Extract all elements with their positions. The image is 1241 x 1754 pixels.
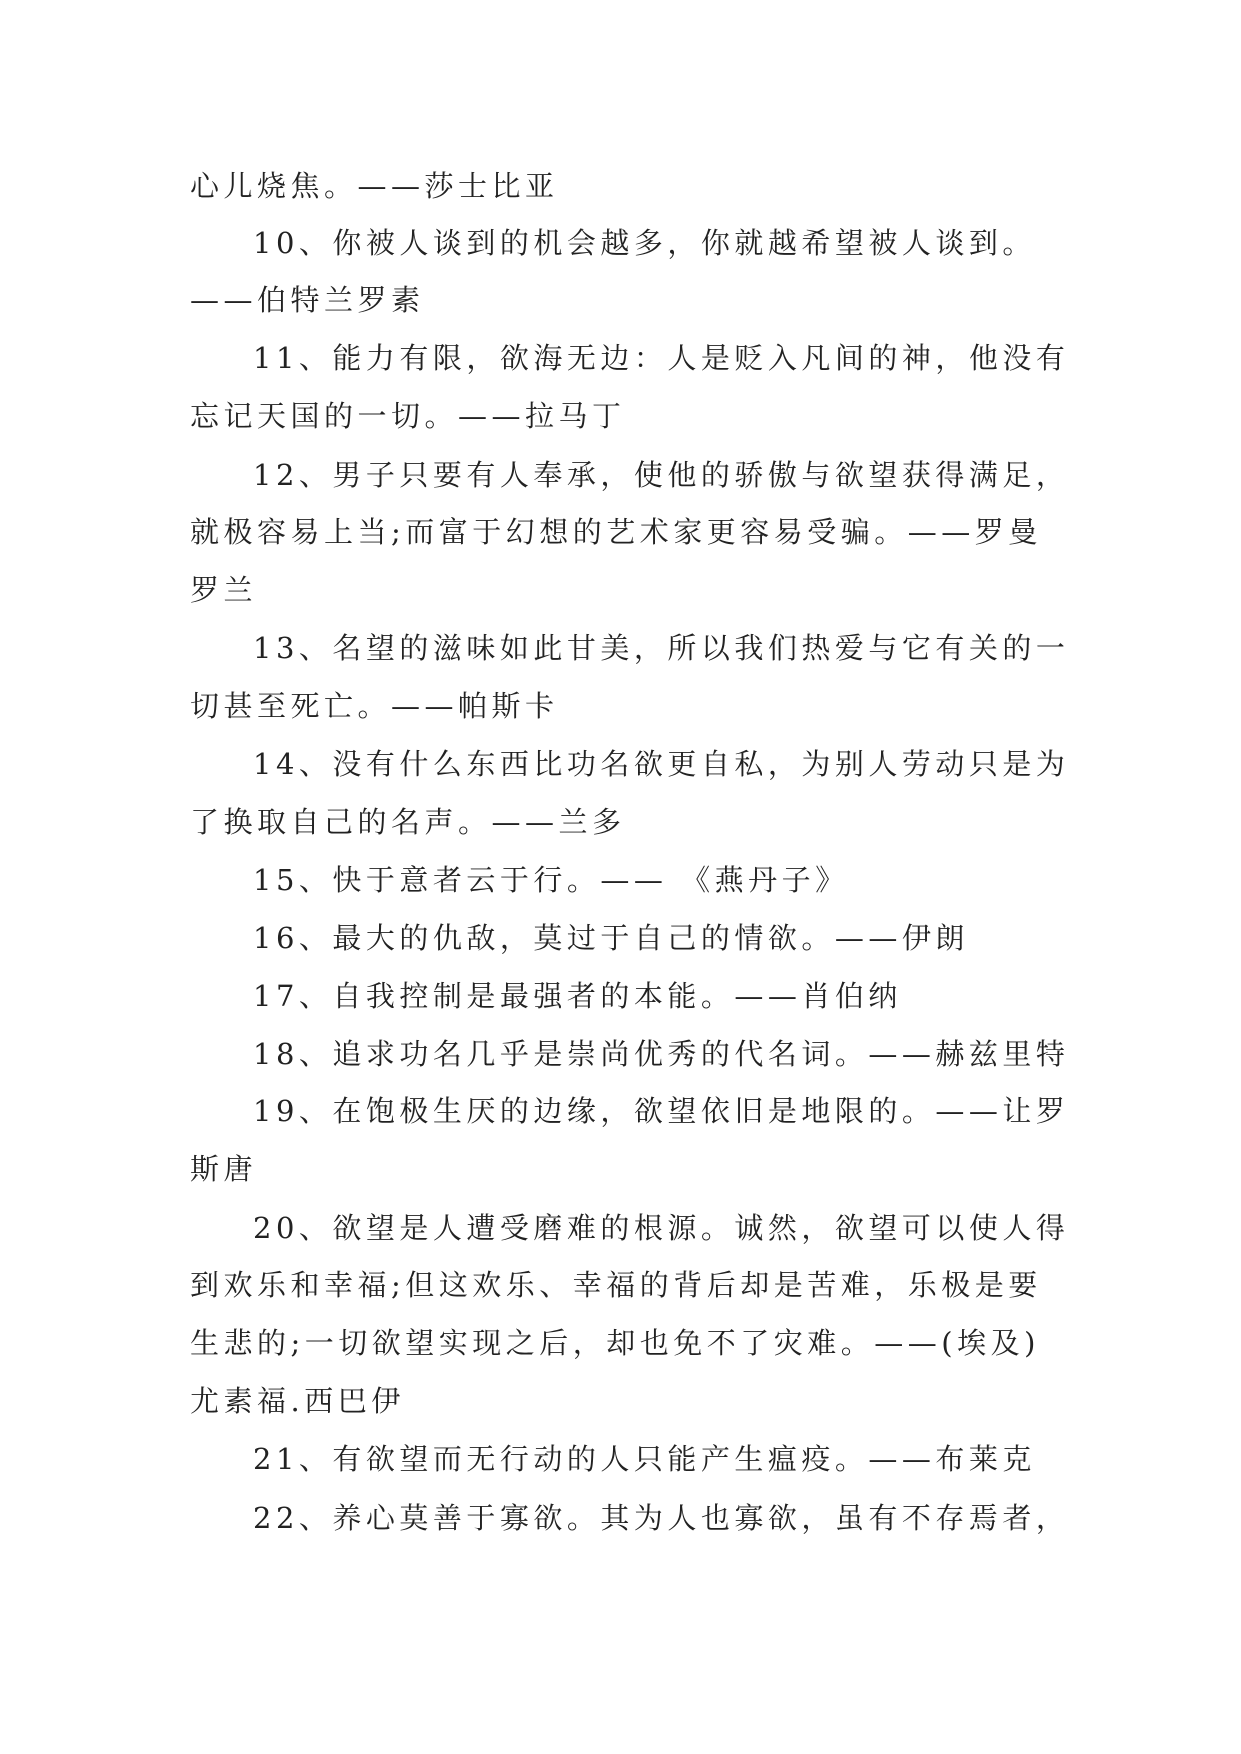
text-line: 生悲的;一切欲望实现之后，却也免不了灾难。——(埃及) (190, 1326, 1040, 1360)
text-line: 尤素福.西巴伊 (190, 1384, 405, 1418)
text-line: 22、养心莫善于寡欲。其为人也寡欲，虽有不存焉者， (253, 1501, 1070, 1535)
text-line: 12、男子只要有人奉承，使他的骄傲与欲望获得满足， (253, 458, 1070, 492)
text-line: 15、快于意者云于行。—— 《燕丹子》 (253, 863, 849, 897)
text-line: 斯唐 (190, 1152, 258, 1186)
text-line: 到欢乐和幸福;但这欢乐、幸福的背后却是苦难，乐极是要 (190, 1268, 1042, 1302)
text-line: 18、追求功名几乎是崇尚优秀的代名词。——赫兹里特 (253, 1037, 1070, 1071)
text-line: 17、自我控制是最强者的本能。——肖伯纳 (253, 979, 902, 1013)
text-line: 21、有欲望而无行动的人只能产生瘟疫。——布莱克 (253, 1442, 1036, 1476)
text-line: 19、在饱极生厌的边缘，欲望依旧是地限的。——让罗 (253, 1094, 1070, 1128)
text-line: 了换取自己的名声。——兰多 (190, 805, 626, 839)
text-line: 切甚至死亡。——帕斯卡 (190, 689, 559, 723)
text-line: 16、最大的仇敌，莫过于自己的情欲。——伊朗 (253, 921, 969, 955)
text-line: 罗兰 (190, 573, 258, 607)
text-line: 13、名望的滋味如此甘美，所以我们热爱与它有关的一 (253, 631, 1070, 665)
text-line: ——伯特兰罗素 (190, 283, 425, 317)
text-line: 心儿烧焦。——莎士比亚 (190, 169, 559, 203)
text-line: 11、能力有限，欲海无边：人是贬入凡间的神，他没有 (253, 341, 1070, 375)
text-line: 10、你被人谈到的机会越多，你就越希望被人谈到。 (253, 226, 1036, 260)
text-line: 就极容易上当;而富于幻想的艺术家更容易受骗。——罗曼 (190, 515, 1042, 549)
text-line: 忘记天国的一切。——拉马丁 (190, 399, 626, 433)
text-line: 20、欲望是人遭受磨难的根源。诚然，欲望可以使人得 (253, 1211, 1070, 1245)
text-line: 14、没有什么东西比功名欲更自私，为别人劳动只是为 (253, 747, 1070, 781)
